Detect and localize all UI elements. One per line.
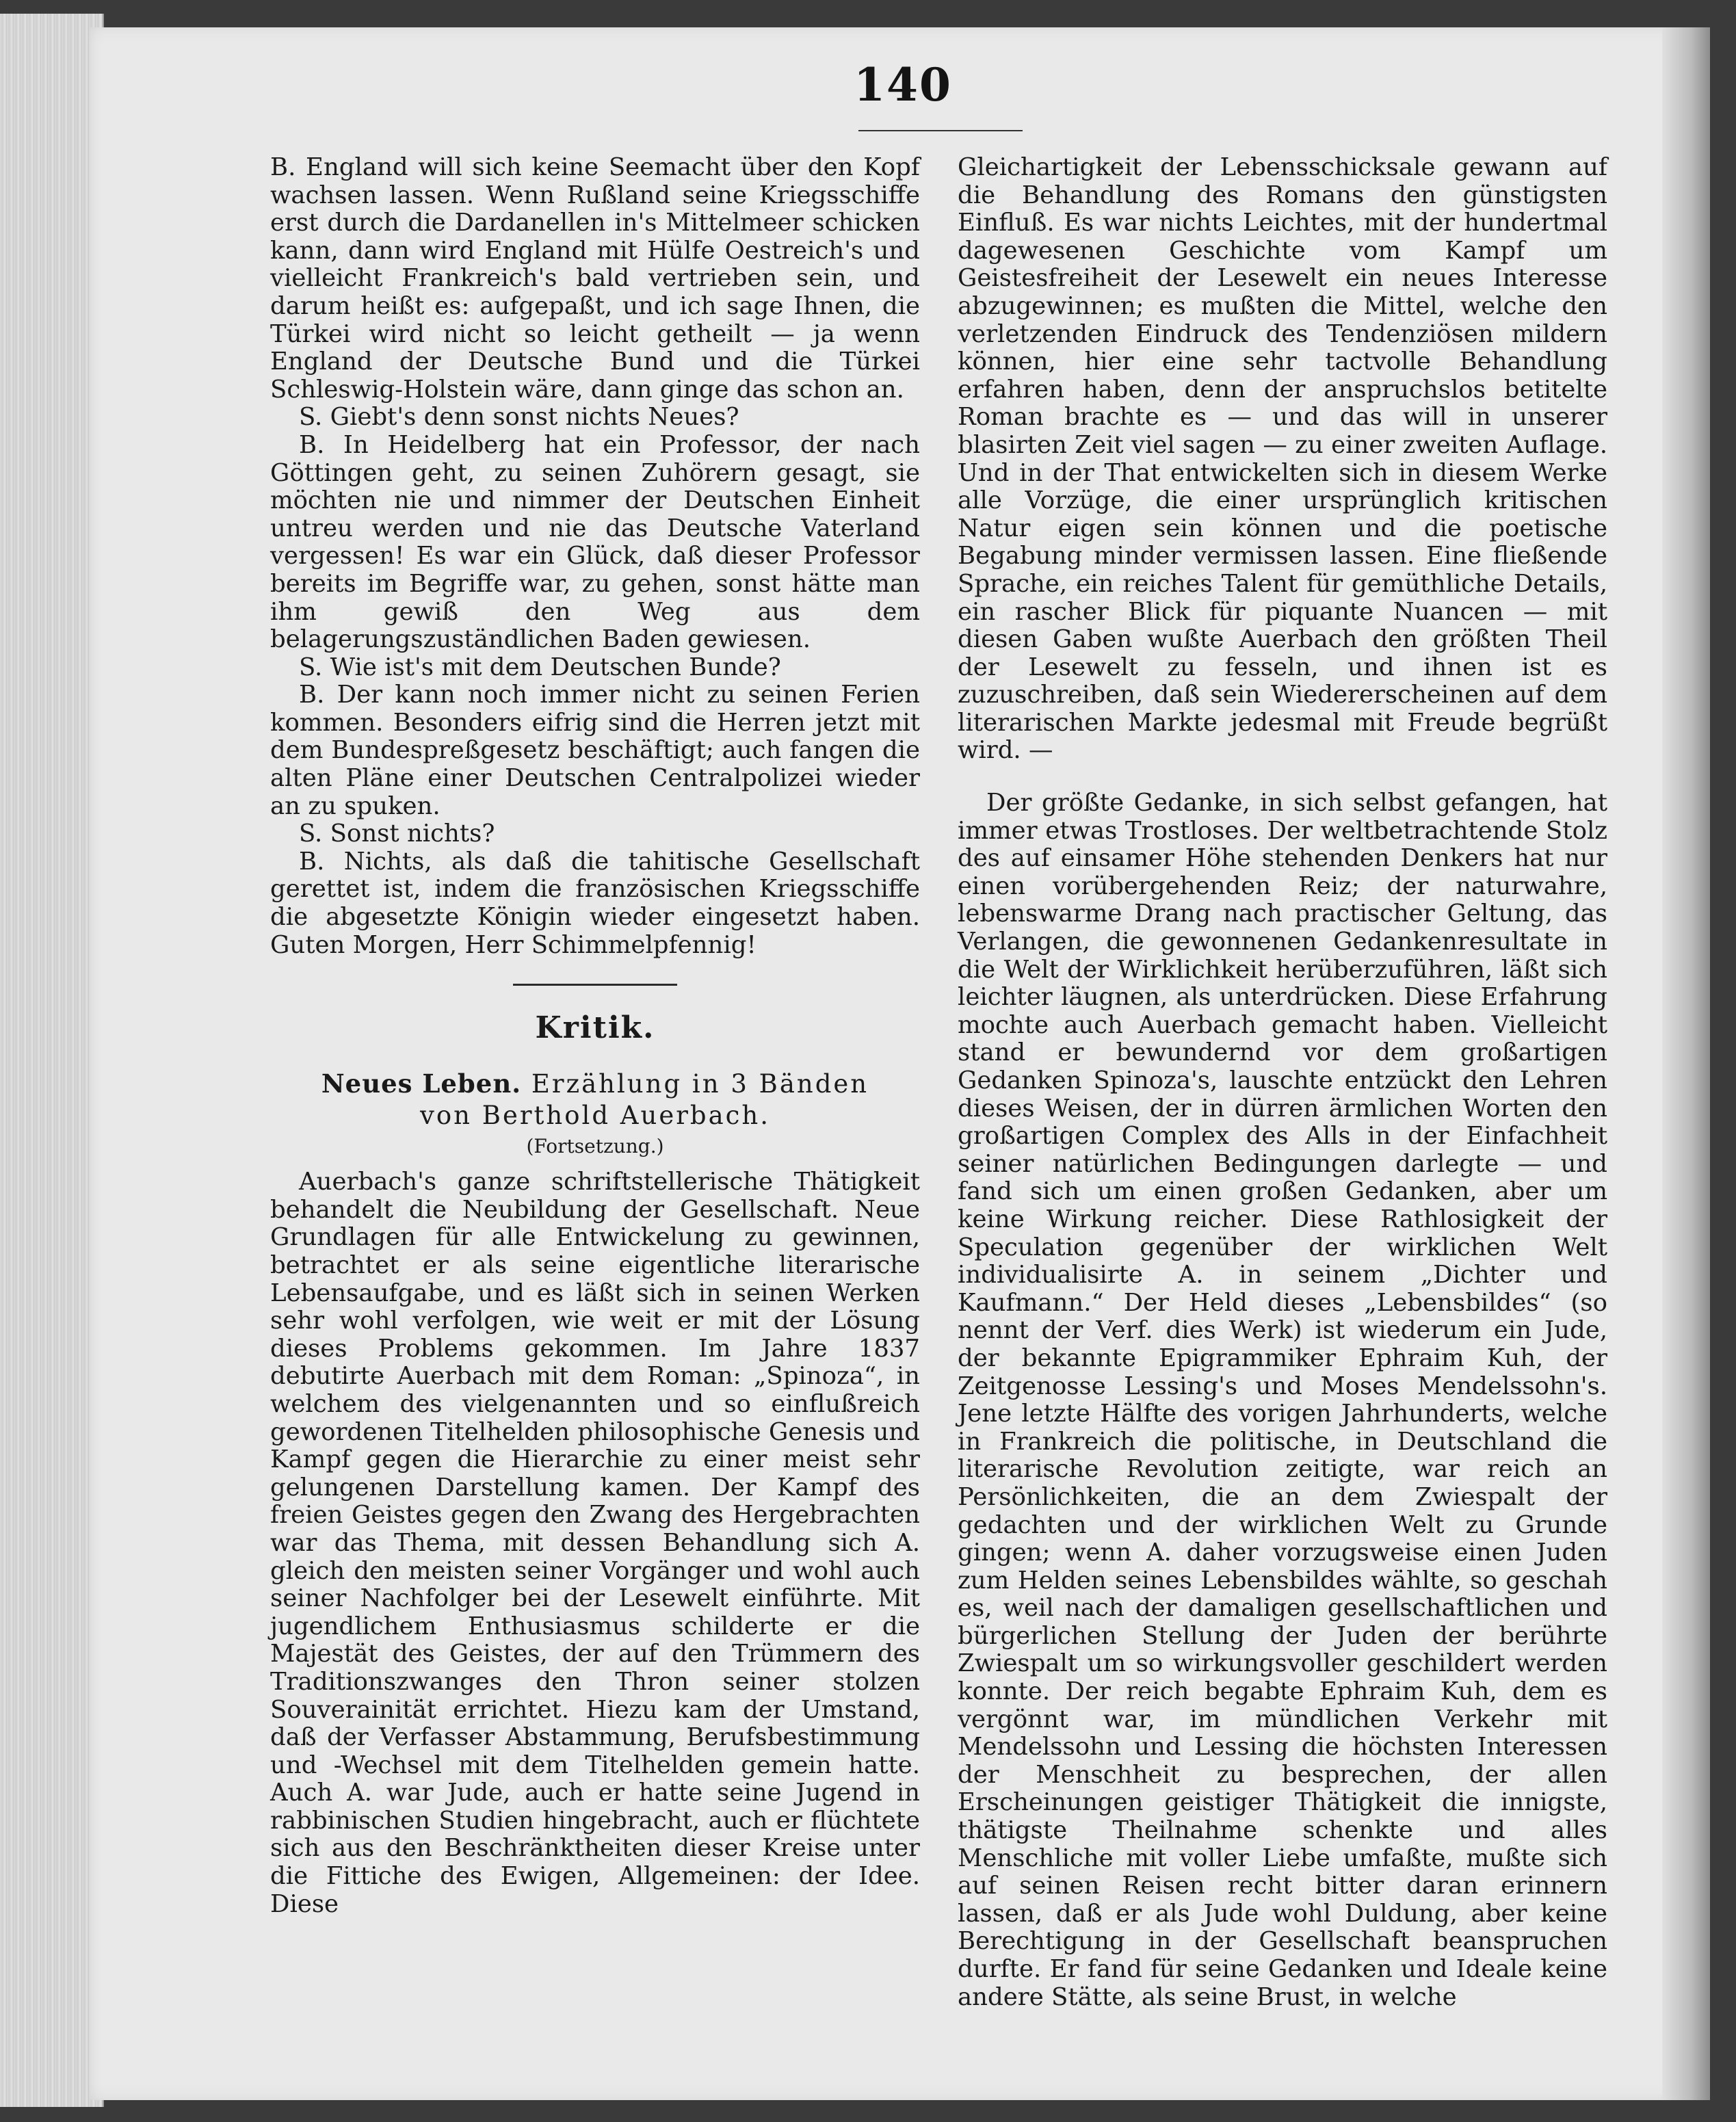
left-column: [270, 154, 920, 1918]
book-title-line: [270, 1068, 920, 1100]
review-paragraph: Auerbach's ganze schriftstellerische Thätigkeit behandelt die Neubildung der Gesellschaft. Neue Grundlagen für alle Entwickelung zu gewinnen, betrachtet er als seine eigentliche literarische Lebensaufgabe, und es läßt sich in seinen Werken sehr wohl verfolgen, wie weit er mit der Lösung dieses Problems gekommen. Im Jahre 1837 debutirte Auerbach mit dem Roman: „Spinoza“, in welchem des vielgenannten und so einflußreich gewordenen Titelhelden philosophische Genesis und Kampf gegen die Hierarchie zu einer meist sehr gelungenen Darstellung kamen. Der Kampf des freien Geistes gegen den Zwang des Hergebrachten war das Thema, mit dessen Behandlung sich A. gleich den meisten seiner Vorgänger und wohl auch seiner Nachfolger bei der Lesewelt einführte. Mit jugendlichem Enthusiasmus schilderte er die Majestät des Geistes, der auf den Trümmern des Traditionszwanges den Thron seiner stolzen Souverainität errichtet. Hiezu kam der Umstand, daß der Verfasser Abstammung, Berufsbestimmung und -Wechsel mit dem Titelhelden gemein hatte. Auch A. war Jude, auch er hatte seine Jugend in rabbinischen Studien hingebracht, auch er flüchtete sich aus den Beschränktheiten dieser Kreise unter die Fittiche des Ewigen, Allgemeinen: der Idee. Diese: [270, 1168, 920, 1918]
section-title: Kritik.: [535, 1010, 655, 1046]
dialogue-paragraph: B. England will sich keine Seemacht über den Kopf wachsen lassen. Wenn Rußland seine Kriegsschiffe erst durch die Dardanellen in's Mittelmeer schicken kann, dann wird England mit Hülfe Oestreich's und vielleicht Frankreich's bald vertrieben sein, und darum heißt es: aufgepaßt, und ich sage Ihnen, die Türkei wird nicht so leicht getheilt — ja wenn England der Deutsche Bund und die Türkei Schleswig-Holstein wäre, dann ginge das schon an.: [270, 153, 920, 404]
page-gutter: [1662, 27, 1710, 2100]
dialogue-paragraph: B. Der kann noch immer nicht zu seinen Ferien kommen. Besonders eifrig sind die Herren jetzt mit dem Bundespreßgesetz beschäftigt; auch fangen die alten Pläne einer Deutschen Centralpolizei wieder an zu spuken.: [270, 681, 920, 820]
dialogue-paragraph: S. Wie ist's mit dem Deutschen Bunde?: [299, 653, 781, 681]
book-author: von Berthold Auerbach.: [420, 1101, 770, 1131]
review-paragraph: Gleichartigkeit der Lebensschicksale gewann auf die Behandlung des Romans den günstigsten Einfluß. Es war nichts Leichtes, mit der hundertmal dagewesenen Geschichte vom Kampf um Geistesfreiheit der Lesewelt ein neues Interesse abzugewinnen; es mußten die Mittel, welche den verletzenden Eindruck des Tendenziösen mildern können, hier eine sehr tactvolle Behandlung erfahren haben, denn der anspruchslos betitelte Roman brachte es — und das will in unserer blasirten Zeit viel sagen — zu einer zweiten Auflage. Und in der That entwickelten sich in diesem Werke alle Vorzüge, die einer ursprünglich kritischen Natur eigen sein können und die poetische Begabung minder vermissen lassen. Eine fließende Sprache, ein reiches Talent für gemüthliche Details, ein rascher Blick für piquante Nuancen — mit diesen Gaben wußte Auerbach den größten Theil der Lesewelt zu fesseln, und ihnen ist es zuzuschreiben, daß sein Wiedererscheinen auf dem literarischen Markte jedesmal mit Freude begrüßt wird. —: [958, 153, 1607, 765]
book-title: Neues Leben.: [321, 1069, 522, 1099]
page-number-rule: [858, 130, 1023, 131]
dialogue-paragraph: B. In Heidelberg hat ein Professor, der nach Göttingen geht, zu seinen Zuhörern gesagt, sie möchten nie und nimmer der Deutschen Einheit untreu werden und nie das Deutsche Vaterland vergessen! Es war ein Glück, daß dieser Professor bereits im Begriffe war, zu gehen, sonst hätte man ihm gewiß den Weg aus dem belagerungszuständlichen Baden gewiesen.: [270, 430, 920, 654]
dialogue-paragraph: S. Sonst nichts?: [299, 820, 495, 848]
right-column: [958, 154, 1607, 2011]
section-separator: [513, 984, 677, 986]
page-number: 140: [854, 58, 952, 112]
continuation-note: (Fortsetzung.): [526, 1135, 664, 1158]
book-subtitle: Erzählung in 3 Bänden: [531, 1069, 869, 1099]
review-paragraph: Der größte Gedanke, in sich selbst gefangen, hat immer etwas Trostloses. Der weltbetrachtende Stolz des auf einsamer Höhe stehenden Denkers hat nur einen vorübergehenden Reiz; der naturwahre, lebenswarme Drang nach practischer Geltung, das Verlangen, die gewonnenen Gedankenresultate in die Welt der Wirklichkeit herüberzuführen, läßt sich leichter läugnen, als unterdrücken. Diese Erfahrung mochte auch Auerbach gemacht haben. Vielleicht stand er bewundernd vor dem großartigen Gedanken Spinoza's, lauschte entzückt den Lehren dieses Weisen, der in dürren ärmlichen Worten den großartigen Complex des Alls in der Einfachheit seiner natürlichen Bedingungen darlegte — und fand sich um einen großen Gedanken, aber um keine Wirkung reicher. Diese Rathlosigkeit der Speculation gegenüber der wirklichen Welt individualisirte A. in seinem „Dichter und Kaufmann.“ Der Held dieses „Lebensbildes“ (so nennt der Verf. dies Werk) ist wiederum ein Jude, der bekannte Epigrammiker Ephraim Kuh, der Zeitgenosse Lessing's und Moses Mendelssohn's. Jene letzte Hälfte des vorigen Jahrhunderts, welche in Frankreich die politische, in Deutschland die literarische Revolution zeitigte, war reich an Persönlichkeiten, die an dem Zwiespalt der gedachten und der wirklichen Welt zu Grunde gingen; wenn A. daher vorzugsweise einen Juden zum Helden seines Lebensbildes wählte, so geschah es, weil nach der damaligen gesellschaftlichen und bürgerlichen Stellung der Juden der berührte Zwiespalt um so wirkungsvoller geschildert werden konnte. Der reich begabte Ephraim Kuh, dem es vergönnt war, im mündlichen Verkehr mit Mendelssohn und Lessing die höchsten Interessen der Menschheit zu besprechen, der allen Erscheinungen geistiger Thätigkeit die innigste, thätigste Theilnahme schenkte und alles Menschliche mit voller Liebe umfaßte, mußte sich auf seinen Reisen recht bitter daran erinnern lassen, daß er als Jude wohl Duldung, aber keine Berechtigung in der Gesellschaft beanspruchen durfte. Er fand für seine Gedanken und Ideale keine andere Stätte, als seine Brust, in welche: [958, 789, 1607, 2011]
dialogue-paragraph: S. Giebt's denn sonst nichts Neues?: [299, 403, 739, 432]
dialogue-paragraph: B. Nichts, als daß die tahitische Gesellschaft gerettet ist, indem die französischen Kriegsschiffe die abgesetzte Königin wieder eingesetzt haben. Guten Morgen, Herr Schimmelpfennig!: [270, 847, 920, 959]
